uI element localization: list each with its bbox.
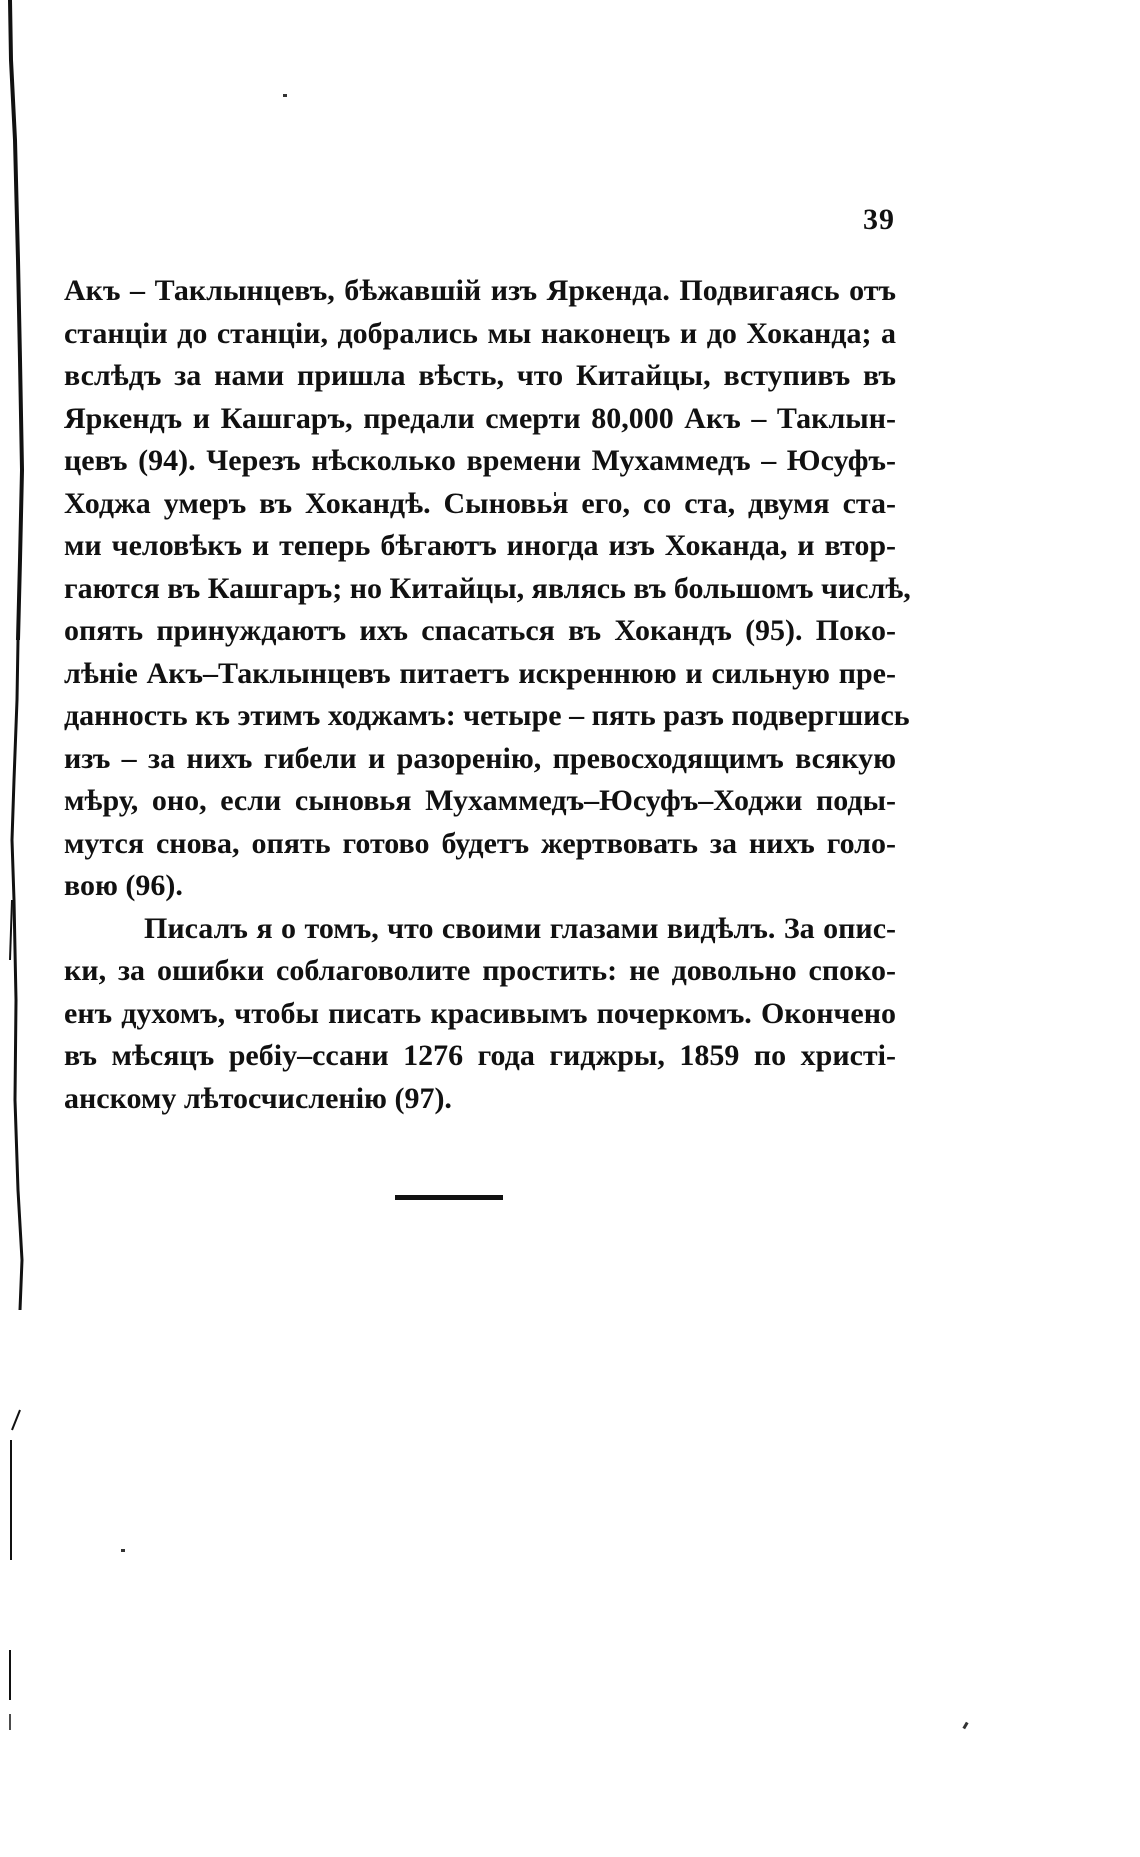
text-line: вою (96). [64, 869, 183, 902]
text-line: ки, за ошибки соблаговолите простить: не довольно споко- [64, 954, 896, 987]
text-line: изъ – за нихъ гибели и разоренію, превосходящимъ всякую [64, 741, 896, 775]
page-number: 39 [863, 203, 895, 236]
body-text [64, 270, 911, 1120]
text-line: Яркендъ и Кашгаръ, предали смерти 80,000 Акъ – Таклын- [64, 401, 896, 435]
text-line: гаются въ Кашгаръ; но Китайцы, являсь въ большомъ числѣ, [64, 571, 911, 605]
end-of-text-rule [395, 1195, 503, 1200]
text-line: лѣніе Акъ–Таклынцевъ питаетъ искреннюю и сильную пре- [64, 656, 896, 690]
scan-speck [283, 94, 287, 97]
text-line: въ мѣсяцъ ребіу–ссани 1276 года гиджры, 1859 по христі- [64, 1039, 896, 1072]
text-line: Писалъ я о томъ, что своими глазами видѣлъ. За опис- [144, 911, 896, 945]
scan-edge-lines [0, 0, 40, 1852]
scan-speck [962, 1722, 968, 1730]
scan-edge-shadow [0, 0, 40, 1852]
text-line: станціи до станціи, добрались мы наконецъ и до Хоканда; а [64, 316, 896, 350]
paragraph [64, 908, 896, 1121]
text-line: анскому лѣтосчисленію (97). [64, 1081, 452, 1115]
text-line: Акъ – Таклынцевъ, бѣжавшій изъ Яркенда. Подвигаясь отъ [64, 274, 896, 307]
text-line: мѣру, оно, если сыновья Мухаммедъ–Юсуфъ–Ходжи поды- [64, 784, 896, 817]
scan-speck [121, 1549, 125, 1552]
text-line: опять принуждаютъ ихъ спасаться въ Хокандъ (95). Поко- [64, 614, 896, 647]
text-line: данность къ этимъ ходжамъ: четыре – пять разъ подвергшись [64, 699, 910, 732]
paragraph [64, 270, 911, 908]
text-line: Ходжа умеръ въ Хокандѣ. Сыновья его, со ста, двумя ста- [64, 486, 896, 520]
text-line: ми человѣкъ и теперь бѣгаютъ иногда изъ Хоканда, и втор- [64, 529, 896, 562]
text-line: мутся снова, опять готово будетъ жертвовать за нихъ голо- [64, 826, 896, 860]
text-line: цевъ (94). Черезъ нѣсколько времени Мухаммедъ – Юсуфъ- [64, 444, 896, 477]
text-line: енъ духомъ, чтобы писать красивымъ почеркомъ. Окончено [64, 996, 896, 1030]
text-line: вслѣдъ за нами пришла вѣсть, что Китайцы, вступивъ въ [64, 359, 896, 392]
